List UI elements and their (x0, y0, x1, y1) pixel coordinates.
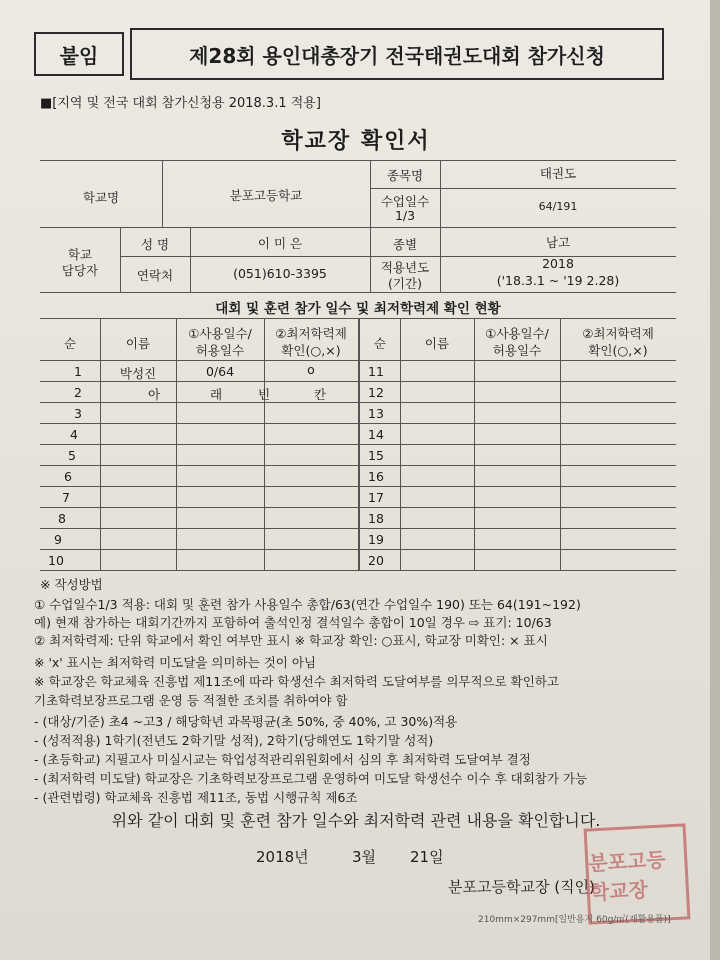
document-title: 학교장 확인서 (281, 129, 431, 154)
confirmation-statement: 위와 같이 대회 및 훈련 참가 일수와 최저학력 관련 내용을 확인합니다. (111, 811, 601, 830)
row-number: 7 (62, 490, 70, 505)
attachment-label: 붙임 (34, 32, 124, 76)
row-number: 13 (368, 406, 384, 421)
date-month: 3월 (352, 848, 377, 866)
blank-mark: 아 (148, 387, 161, 402)
row-number: 10 (48, 553, 64, 568)
date-day: 21일 (410, 848, 444, 866)
year-label-1: 적용년도 (380, 260, 430, 275)
row1-days: 0/64 (205, 364, 235, 379)
col-min-left-1: ②최저학력제 (275, 326, 347, 341)
official-seal-stamp: 분포고등학교장 (584, 823, 691, 924)
instruction-line: 예) 현재 참가하는 대회기간까지 포함하여 출석인정 결석일수 총합이 10일 경우 ⇨ 표기: 10/63 (34, 615, 552, 630)
contact-label: 연락처 (136, 268, 174, 283)
row-number: 15 (368, 448, 384, 463)
row-number: 1 (74, 364, 82, 379)
row-number: 8 (58, 511, 66, 526)
col-days-left-1: ①사용일수/ (188, 326, 252, 341)
instruction-line: - (성적적용) 1학기(전년도 2학기말 성적), 2학기(당해연도 1학기말 성적) (34, 733, 434, 748)
form-note: ■[지역 및 전국 대회 참가신청용 2018.3.1 적용] (40, 96, 321, 111)
teacher-name-label: 성 명 (140, 237, 170, 252)
row-number: 2 (74, 385, 82, 400)
instruction-line: ② 최저학력제: 단위 학교에서 확인 여부만 표시 ※ 학교장 확인: ○표시, 학교장 미확인: × 표시 (34, 633, 548, 648)
class-days-label-fraction: 1/3 (394, 208, 416, 223)
instruction-line: ① 수업일수1/3 적용: 대회 및 훈련 참가 사용일수 총합/63(연간 수업일수 190) 또는 64(191~192) (34, 597, 581, 612)
row-number: 6 (64, 469, 72, 484)
year-value: 2018 (542, 256, 574, 271)
teacher-name-value: 이 미 은 (257, 236, 303, 251)
col-min-right-1: ②최저학력제 (582, 326, 654, 341)
participation-table-title: 대회 및 훈련 참가 일수 및 최저학력제 확인 현황 (215, 301, 501, 317)
paper-size-note: 210mm×297mm[일반용지 60g/㎡(재활용품)] (478, 915, 671, 925)
instruction-line: - (최저학력 미도달) 학교장은 기초학력보장프로그램 운영하여 미도달 학생선수 이수 후 대회참가 가능 (34, 771, 588, 786)
contact-value: (051)610-3395 (233, 266, 327, 281)
row1-name: 박성진 (119, 366, 157, 381)
class-days-value: 64/191 (538, 200, 578, 213)
blank-mark: 래 (210, 387, 223, 402)
row-number: 5 (68, 448, 76, 463)
teacher-label-2: 담당자 (61, 263, 99, 278)
instruction-line: ※ 'x' 표시는 최저학력 미도달을 의미하는 것이 아님 (34, 655, 316, 670)
year-label-2: (기간) (388, 276, 422, 291)
row-number: 9 (54, 532, 62, 547)
row-number: 16 (368, 469, 384, 484)
school-name-value: 분포고등학교 (229, 188, 303, 203)
instruction-line: 기초학력보장프로그램 운영 등 적절한 조치를 취하여야 함 (34, 693, 348, 708)
instruction-line: - (대상/기준) 초4 ~고3 / 해당학년 과목평균(초 50%, 중 40%, 고 30%)적용 (34, 714, 458, 729)
col-no-left: 순 (63, 336, 77, 351)
col-days-right-2: 허용일수 (492, 343, 542, 358)
class-days-label: 수업일수 (380, 194, 430, 209)
col-min-left-2: 확인(○,×) (281, 343, 341, 358)
blank-mark: 빈 (258, 387, 271, 402)
gender-value: 남고 (545, 235, 571, 250)
event-value: 태권도 (539, 166, 577, 181)
competition-title: 제28회 용인대총장기 전국태권도대회 참가신청 (130, 28, 664, 80)
instruction-line: - (관련법령) 학교체육 진흥법 제11조, 동법 시행규칙 제6조 (34, 790, 358, 805)
principal-signature: 분포고등학교장 (직인) (448, 878, 595, 896)
gender-label: 종별 (392, 237, 418, 252)
row-number: 12 (368, 385, 384, 400)
col-name-right: 이름 (424, 336, 450, 351)
school-name-label: 학교명 (82, 190, 120, 205)
row-number: 4 (70, 427, 78, 442)
instructions-heading: ※ 작성방법 (40, 577, 103, 592)
col-min-right-2: 확인(○,×) (588, 343, 648, 358)
row-number: 20 (368, 553, 384, 568)
row-number: 11 (368, 364, 384, 379)
row-number: 18 (368, 511, 384, 526)
row-number: 19 (368, 532, 384, 547)
col-days-right-1: ①사용일수/ (485, 326, 549, 341)
teacher-label-1: 학교 (67, 247, 93, 262)
col-days-left-2: 허용일수 (195, 343, 245, 358)
period-value: ('18.3.1 ~ '19 2.28) (496, 273, 620, 288)
row-number: 3 (74, 406, 82, 421)
instruction-line: - (초등학교) 지필고사 미실시교는 학업성적관리위원회에서 심의 후 최저학력 도달여부 결정 (34, 752, 531, 767)
row-number: 14 (368, 427, 384, 442)
event-label: 종목명 (386, 168, 424, 183)
instruction-line: ※ 학교장은 학교체육 진흥법 제11조에 따라 학생선수 최저학력 도달여부를 의무적으로 확인하고 (34, 674, 559, 689)
col-no-right: 순 (373, 336, 387, 351)
row-number: 17 (368, 490, 384, 505)
col-name-left: 이름 (125, 336, 151, 351)
row1-check: o (307, 362, 315, 377)
date-year: 2018년 (256, 848, 309, 866)
blank-mark: 칸 (314, 387, 327, 402)
